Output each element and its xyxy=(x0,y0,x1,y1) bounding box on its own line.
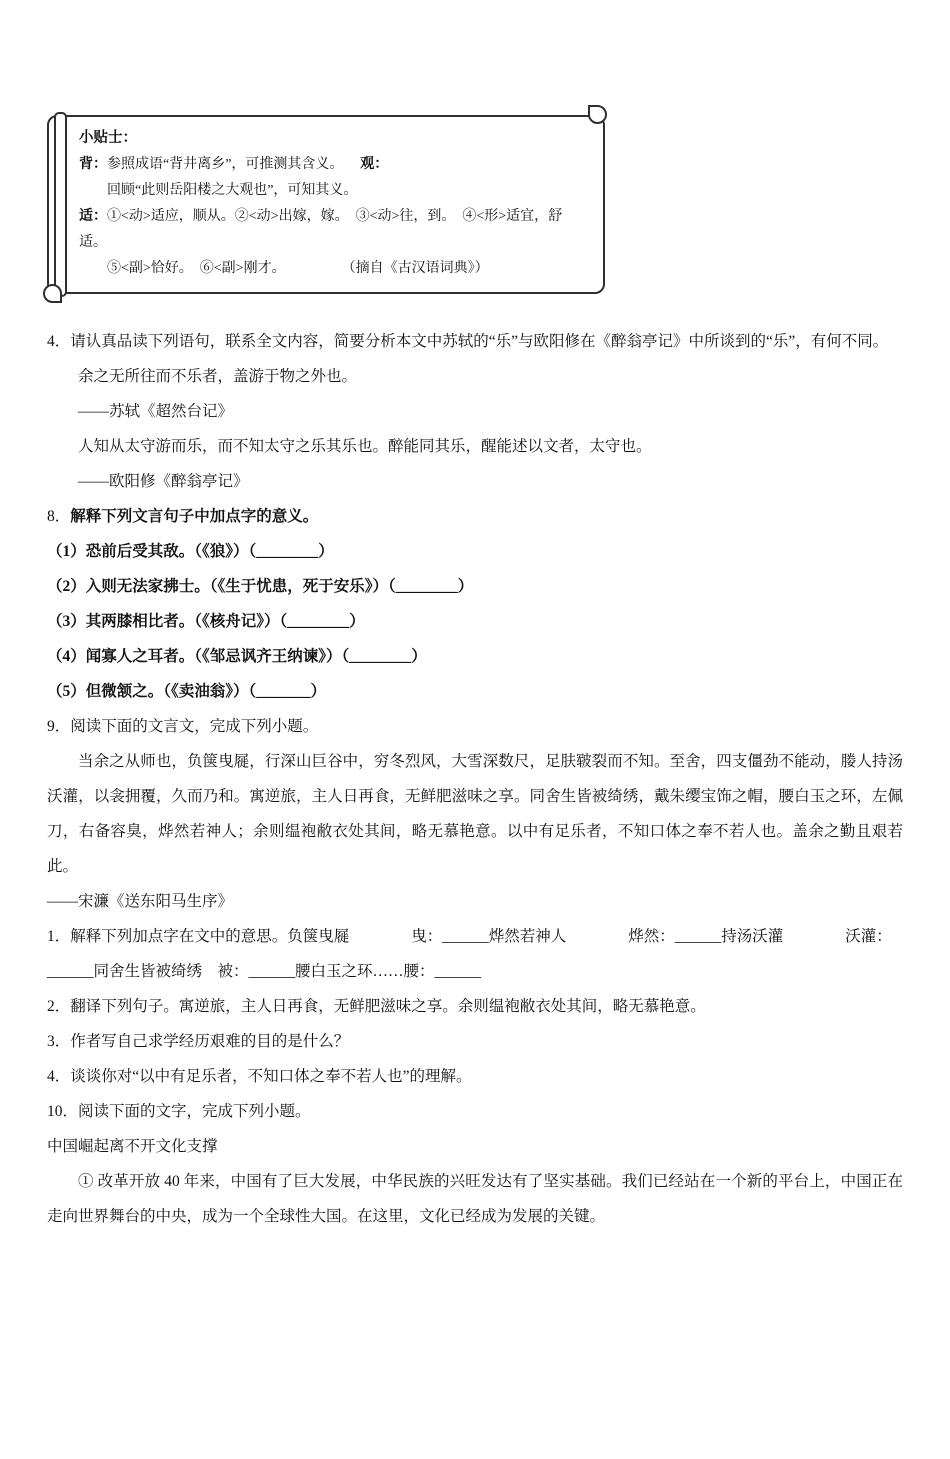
q4-quote-1: 余之无所往而不乐者，盖游于物之外也。 xyxy=(78,368,358,385)
q9-subquestion-3: 3．作者写自己求学经历艰难的目的是什么？ xyxy=(47,1033,350,1050)
q4-source-1: ——苏轼《超然台记》 xyxy=(78,403,234,420)
tip-title: 小贴士： xyxy=(79,130,137,146)
q8-item-2: （2）入则无法家拂士。（《生于忧患，死于安乐》）（________） xyxy=(47,578,474,595)
tip-source: （摘自《古汉语词典》） xyxy=(348,261,489,276)
question-8-stem xyxy=(47,499,903,534)
tip-text-shi2: ⑤<副>恰好。 ⑥<副>刚才。 xyxy=(107,261,286,276)
question-10-stem: 10．阅读下面的文字，完成下列小题。 xyxy=(47,1103,311,1120)
q8-item-3: （3）其两膝相比者。（《核舟记》）（________） xyxy=(47,613,365,630)
q8-item-5: （5）但微颔之。（《卖油翁》）（_______） xyxy=(47,683,327,700)
q9-subquestion-2: 2．翻译下列句子。寓逆旅，主人日再食，无鲜肥滋味之享。余则缊袍敝衣处其间，略无慕艳意。 xyxy=(47,998,706,1015)
tip-line-guan xyxy=(79,178,589,204)
tip-line-shi xyxy=(79,204,589,256)
q10-passage-title: 中国崛起离不开文化支撑 xyxy=(47,1138,218,1155)
tip-text-guan: 回顾“此则岳阳楼之大观也”，可知其义。 xyxy=(107,183,358,198)
tip-text-bei: 参照成语“背井离乡”，可推测其含义。 xyxy=(107,157,344,172)
tip-label-guan: 观： xyxy=(360,157,389,172)
tip-title-line xyxy=(79,125,589,152)
tip-line-shi2 xyxy=(79,256,589,282)
scroll-curl-bottom-icon xyxy=(43,284,62,303)
q9-subquestion-4: 4．谈谈你对“以中有足乐者，不知口体之奉不若人也”的理解。 xyxy=(47,1068,472,1085)
q9-passage: 当余之从师也，负箧曳屣，行深山巨谷中，穷冬烈风，大雪深数尺，足肤皲裂而不知。至舍，四支僵劲不能动，媵人持汤沃灌，以衾拥覆，久而乃和。寓逆旅，主人日再食，无鲜肥滋味之享。同舍生皆被绮绣，戴朱缨宝饰之帽，腰白玉之环，左佩刀，右备容臭，烨然若神人；余则缊袍敝衣处其间，略无慕艳意。以中有足乐者，不知口体之奉不若人也。盖余之勤且艰若此。 xyxy=(47,753,903,875)
q8-item-4: （4）闻寡人之耳者。（《邹忌讽齐王纳谏》）（________） xyxy=(47,648,427,665)
q8-number: 8． xyxy=(47,508,71,525)
q9-source: ——宋濂《送东阳马生序》 xyxy=(47,893,234,910)
q8-stem-text: 解释下列文言句子中加点字的意义。 xyxy=(70,508,319,525)
q8-item-1: （1）恐前后受其敌。（《狼》）（________） xyxy=(47,543,334,560)
question-4-stem: 4．请认真品读下列语句，联系全文内容，简要分析本文中苏轼的“乐”与欧阳修在《醉翁亭记》中所谈到的“乐”，有何不同。 xyxy=(47,333,889,350)
tip-text-shi: ①<动>适应，顺从。②<动>出嫁，嫁。 ③<动>往，到。 ④<形>适宜，舒适。 xyxy=(79,209,563,250)
tip-line-bei xyxy=(79,152,589,178)
q4-source-2: ——欧阳修《醉翁亭记》 xyxy=(78,473,249,490)
scroll-curl-top-icon xyxy=(588,105,607,124)
q10-paragraph-1: ① 改革开放 40 年来，中国有了巨大发展，中华民族的兴旺发达有了坚实基础。我们已经站在一个新的平台上，中国正在走向世界舞台的中央，成为一个全球性大国。在这里，文化已经成为发展的关键。 xyxy=(47,1173,903,1225)
q4-quote-2: 人知从太守游而乐，而不知太守之乐其乐也。醉能同其乐，醒能述以文者，太守也。 xyxy=(78,438,652,455)
exam-page xyxy=(0,115,950,1459)
q9-subquestion-1: 1．解释下列加点字在文中的意思。负箧曳屣 曳：______烨然若神人 烨然：______持汤沃灌 沃灌：______同舍生皆被绮绣 被：______腰白玉之环……腰：______ xyxy=(47,928,892,980)
question-9-stem: 9．阅读下面的文言文，完成下列小题。 xyxy=(47,718,319,735)
scroll-roll-icon xyxy=(54,112,67,297)
tip-label-bei: 背： xyxy=(79,157,107,172)
tip-box xyxy=(47,115,605,294)
tip-label-shi: 适： xyxy=(79,209,107,224)
